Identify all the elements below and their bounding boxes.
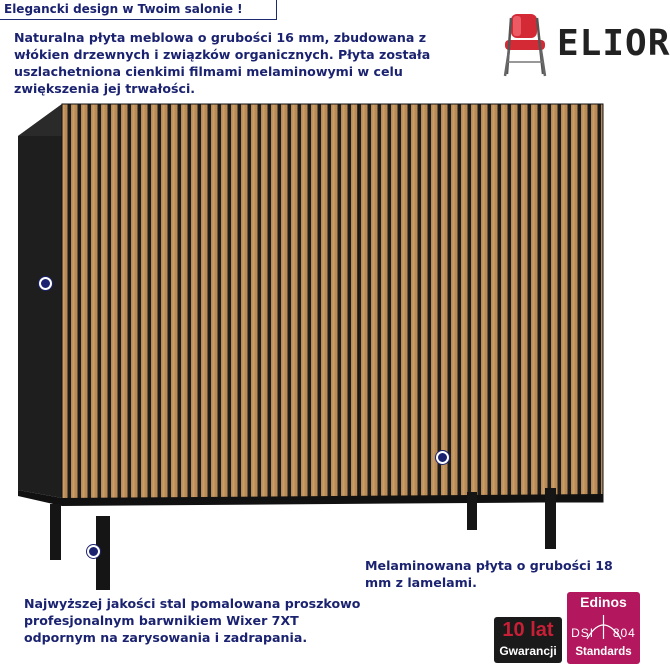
note-legs: Najwyższej jakości stal pomalowana proszkowo profesjonalnym barwnikiem Wixer 7XT odpornym na zarysowania i zadrapania.	[24, 596, 361, 645]
certificate-label: Standards	[575, 646, 632, 658]
brand-name: ELIOR	[557, 23, 670, 64]
certificate-code-right: 804	[612, 626, 636, 640]
certificate-badge	[567, 592, 640, 664]
warranty-label: Gwarancji	[499, 644, 557, 658]
marker-legs	[87, 545, 100, 558]
certificate-brand: Edinos	[580, 594, 627, 610]
warranty-badge	[494, 617, 562, 663]
page-title: Elegancki design w Twoim salonie !	[4, 2, 243, 16]
certificate-code	[567, 626, 640, 640]
note-board: Naturalna płyta meblowa o grubości 16 mm, zbudowana z włókien drzewnych i związków organicznych. Płyta została uszlachetniona cienkimi filmami melaminowymi w celu zwiększenia jej trwałości.	[14, 30, 431, 96]
note-slats: Melaminowana płyta o grubości 18 mm z lamelami.	[365, 558, 613, 590]
certificate-code-left: DSI	[571, 626, 595, 640]
marker-slats	[436, 451, 449, 464]
warranty-years: 10 lat	[502, 619, 554, 641]
marker-board	[39, 277, 52, 290]
